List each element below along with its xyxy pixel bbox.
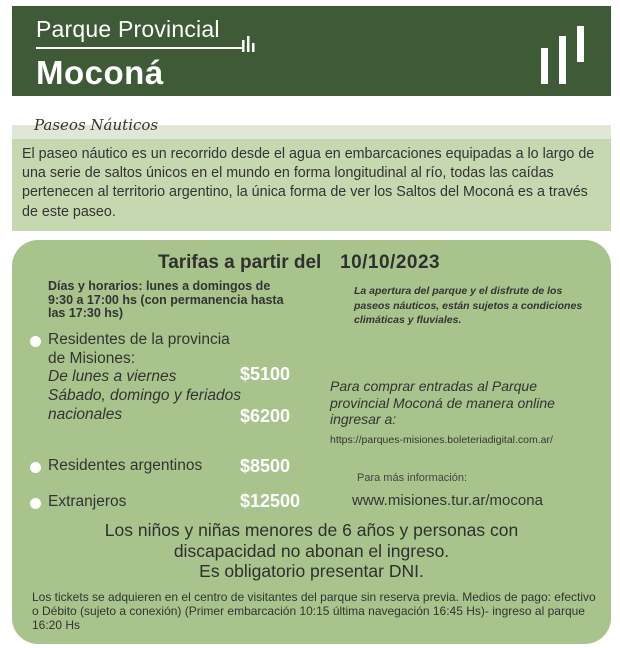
weekend-label-1: Sábado, domingo y feriados: [48, 387, 242, 404]
header-title: Moconá: [36, 54, 164, 91]
tarifas-date: 10/10/2023: [340, 252, 441, 273]
buy-online-text: Para comprar entradas al Parque provincial Moconá de manera online ingresar a:: [330, 378, 555, 427]
extranjeros-label: Extranjeros: [48, 493, 127, 510]
weekday-price: $5100: [240, 364, 291, 384]
kids-line-1: Los niños y niñas menores de 6 años y personas con: [104, 520, 519, 540]
bullet-icon: [30, 498, 41, 509]
weekend-label-2: nacionales: [48, 406, 123, 423]
bars-mark-icon: [240, 34, 256, 52]
weekend-price: $6200: [240, 406, 291, 426]
kids-line-2: discapacidad no abonan el ingreso.: [173, 540, 450, 561]
bullet-icon: [30, 462, 41, 473]
footer-text: Los tickets se adquieren en el centro de visitantes del parque sin reserva previa. Medios de pago: efectivo o Débito (sujeto a conexión) (Primer embarcación 10:15 última navegación 16:45 Hs)- ingreso al parque 16:20 Hs: [32, 590, 596, 632]
intro-text: El paseo náutico es un recorrido desde el agua en embarcaciones equipadas a lo largo de una serie de saltos únicos en el mundo en forma longitudinal al río, todas las caídas pertenecen al territorio argentino, la única forma de ver los Saltos del Moconá es a través de este paseo.: [12, 139, 611, 231]
conditions-note: La apertura del parque y el disfrute de los paseos náuticos, están sujetos a condiciones climáticas y fluviales.: [354, 285, 583, 326]
buy-online-link[interactable]: https://parques-misiones.boleteriadigital.com.ar/: [330, 434, 553, 446]
info-label: Para más información:: [357, 472, 468, 484]
argentinos-price: $8500: [240, 456, 291, 476]
header-subtitle: Parque Provincial: [36, 16, 220, 42]
info-link[interactable]: www.misiones.tur.ar/mocona: [352, 492, 543, 509]
tarifas-card: [12, 240, 611, 644]
header-underline: [36, 47, 242, 49]
misiones-label-1: Residentes de la provincia: [48, 331, 230, 348]
misiones-label-2: de Misiones:: [48, 350, 136, 367]
argentinos-label: Residentes argentinos: [48, 457, 203, 474]
tarifas-title: Tarifas a partir del: [158, 252, 322, 273]
kids-notice: [12, 520, 611, 582]
weekday-label: De lunes a viernes: [48, 368, 177, 385]
kids-line-3: Es obligatorio presentar DNI.: [199, 561, 424, 581]
section-title: Paseos Náuticos: [34, 116, 159, 134]
extranjeros-price: $12500: [240, 491, 301, 511]
header-banner: [12, 6, 611, 96]
bars-logo-icon: [539, 22, 589, 84]
bullet-icon: [30, 336, 41, 347]
horarios-text: Días y horarios: lunes a domingos de 9:30 a 17:00 hs (con permanencia hasta las 17:30 hs): [48, 279, 284, 320]
